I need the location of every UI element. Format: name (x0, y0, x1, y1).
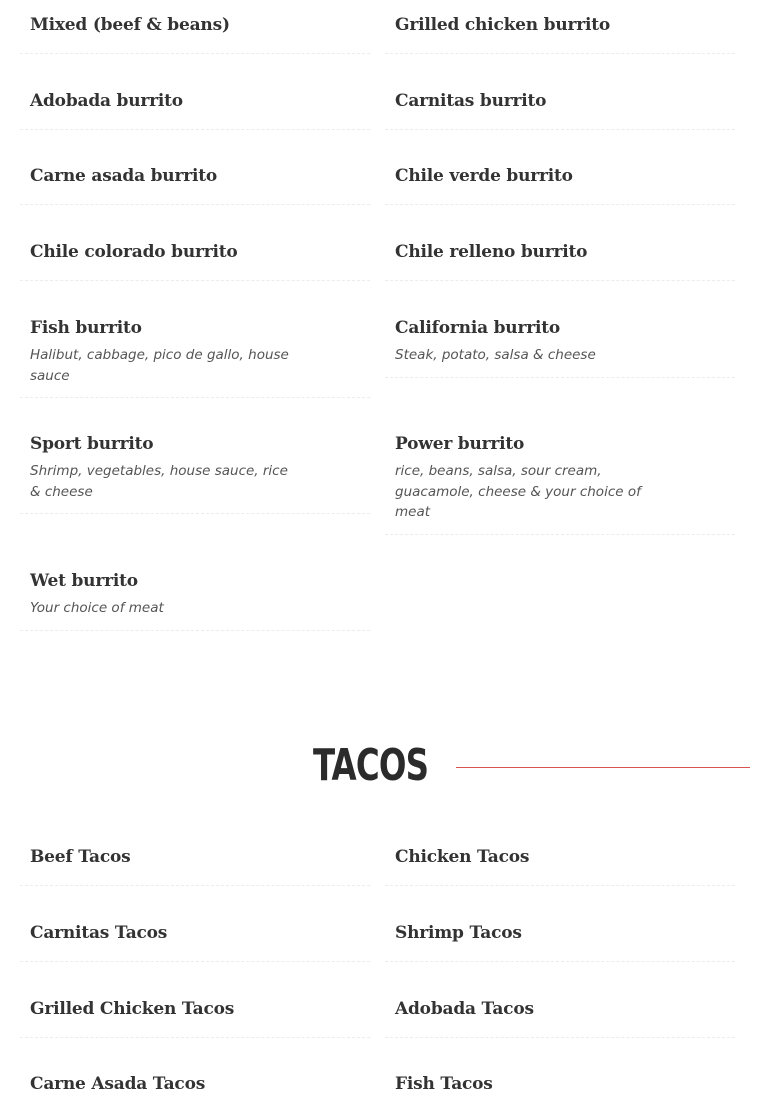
menu-item-name: Grilled chicken burrito (395, 15, 611, 35)
menu-item-name: Adobada burrito (30, 91, 183, 111)
menu-item-name: Wet burrito (30, 571, 138, 591)
menu-item-name: California burrito (395, 318, 561, 338)
menu-item-name: Chile colorado burrito (30, 242, 238, 262)
menu-item-name: Power burrito (395, 434, 525, 454)
menu-item-name: Beef Tacos (30, 847, 131, 867)
menu-item-name: Sport burrito (30, 434, 154, 454)
menu-item (20, 998, 370, 1038)
section-title-tacos: TACOS (313, 740, 429, 791)
menu-item-description: Shrimp, vegetables, house sauce, rice & cheese (30, 463, 288, 500)
menu-item (20, 165, 370, 205)
menu-item (385, 1073, 735, 1106)
menu-item (385, 241, 735, 281)
menu-item-name: Carne asada burrito (30, 166, 218, 186)
menu-item-name: Carnitas Tacos (30, 923, 168, 943)
menu-item (20, 846, 370, 886)
menu-item-name: Grilled Chicken Tacos (30, 999, 235, 1019)
menu-item (20, 922, 370, 962)
menu-item (385, 317, 735, 378)
menu-item-name: Chicken Tacos (395, 847, 530, 867)
menu-item (385, 998, 735, 1038)
menu-item (20, 241, 370, 281)
menu-item-name: Mixed (beef & beans) (30, 15, 230, 35)
menu-item-name: Shrimp Tacos (395, 923, 522, 943)
menu-item (20, 570, 370, 631)
menu-item (20, 1073, 370, 1106)
menu-item (385, 14, 735, 54)
menu-item-name: Adobada Tacos (395, 999, 534, 1019)
menu-item (385, 922, 735, 962)
menu-item-name: Carne Asada Tacos (30, 1074, 206, 1094)
menu-item-name: Fish burrito (30, 318, 142, 338)
menu-item (20, 433, 370, 514)
menu-item (20, 14, 370, 54)
menu-item-description: Your choice of meat (30, 600, 164, 616)
menu-item-name: Fish Tacos (395, 1074, 493, 1094)
menu-item (20, 90, 370, 130)
menu-item (20, 317, 370, 398)
menu-item-description: rice, beans, salsa, sour cream, guacamole, cheese & your choice of meat (395, 463, 641, 520)
menu-item-name: Carnitas burrito (395, 91, 547, 111)
menu-item (385, 846, 735, 886)
section-divider (456, 767, 750, 768)
menu-item (385, 165, 735, 205)
menu-item (385, 90, 735, 130)
menu-item-description: Steak, potato, salsa & cheese (395, 347, 596, 363)
menu-item (385, 433, 735, 535)
menu-item-name: Chile verde burrito (395, 166, 573, 186)
menu-item-name: Chile relleno burrito (395, 242, 588, 262)
menu-item-description: Halibut, cabbage, pico de gallo, house sauce (30, 347, 289, 384)
